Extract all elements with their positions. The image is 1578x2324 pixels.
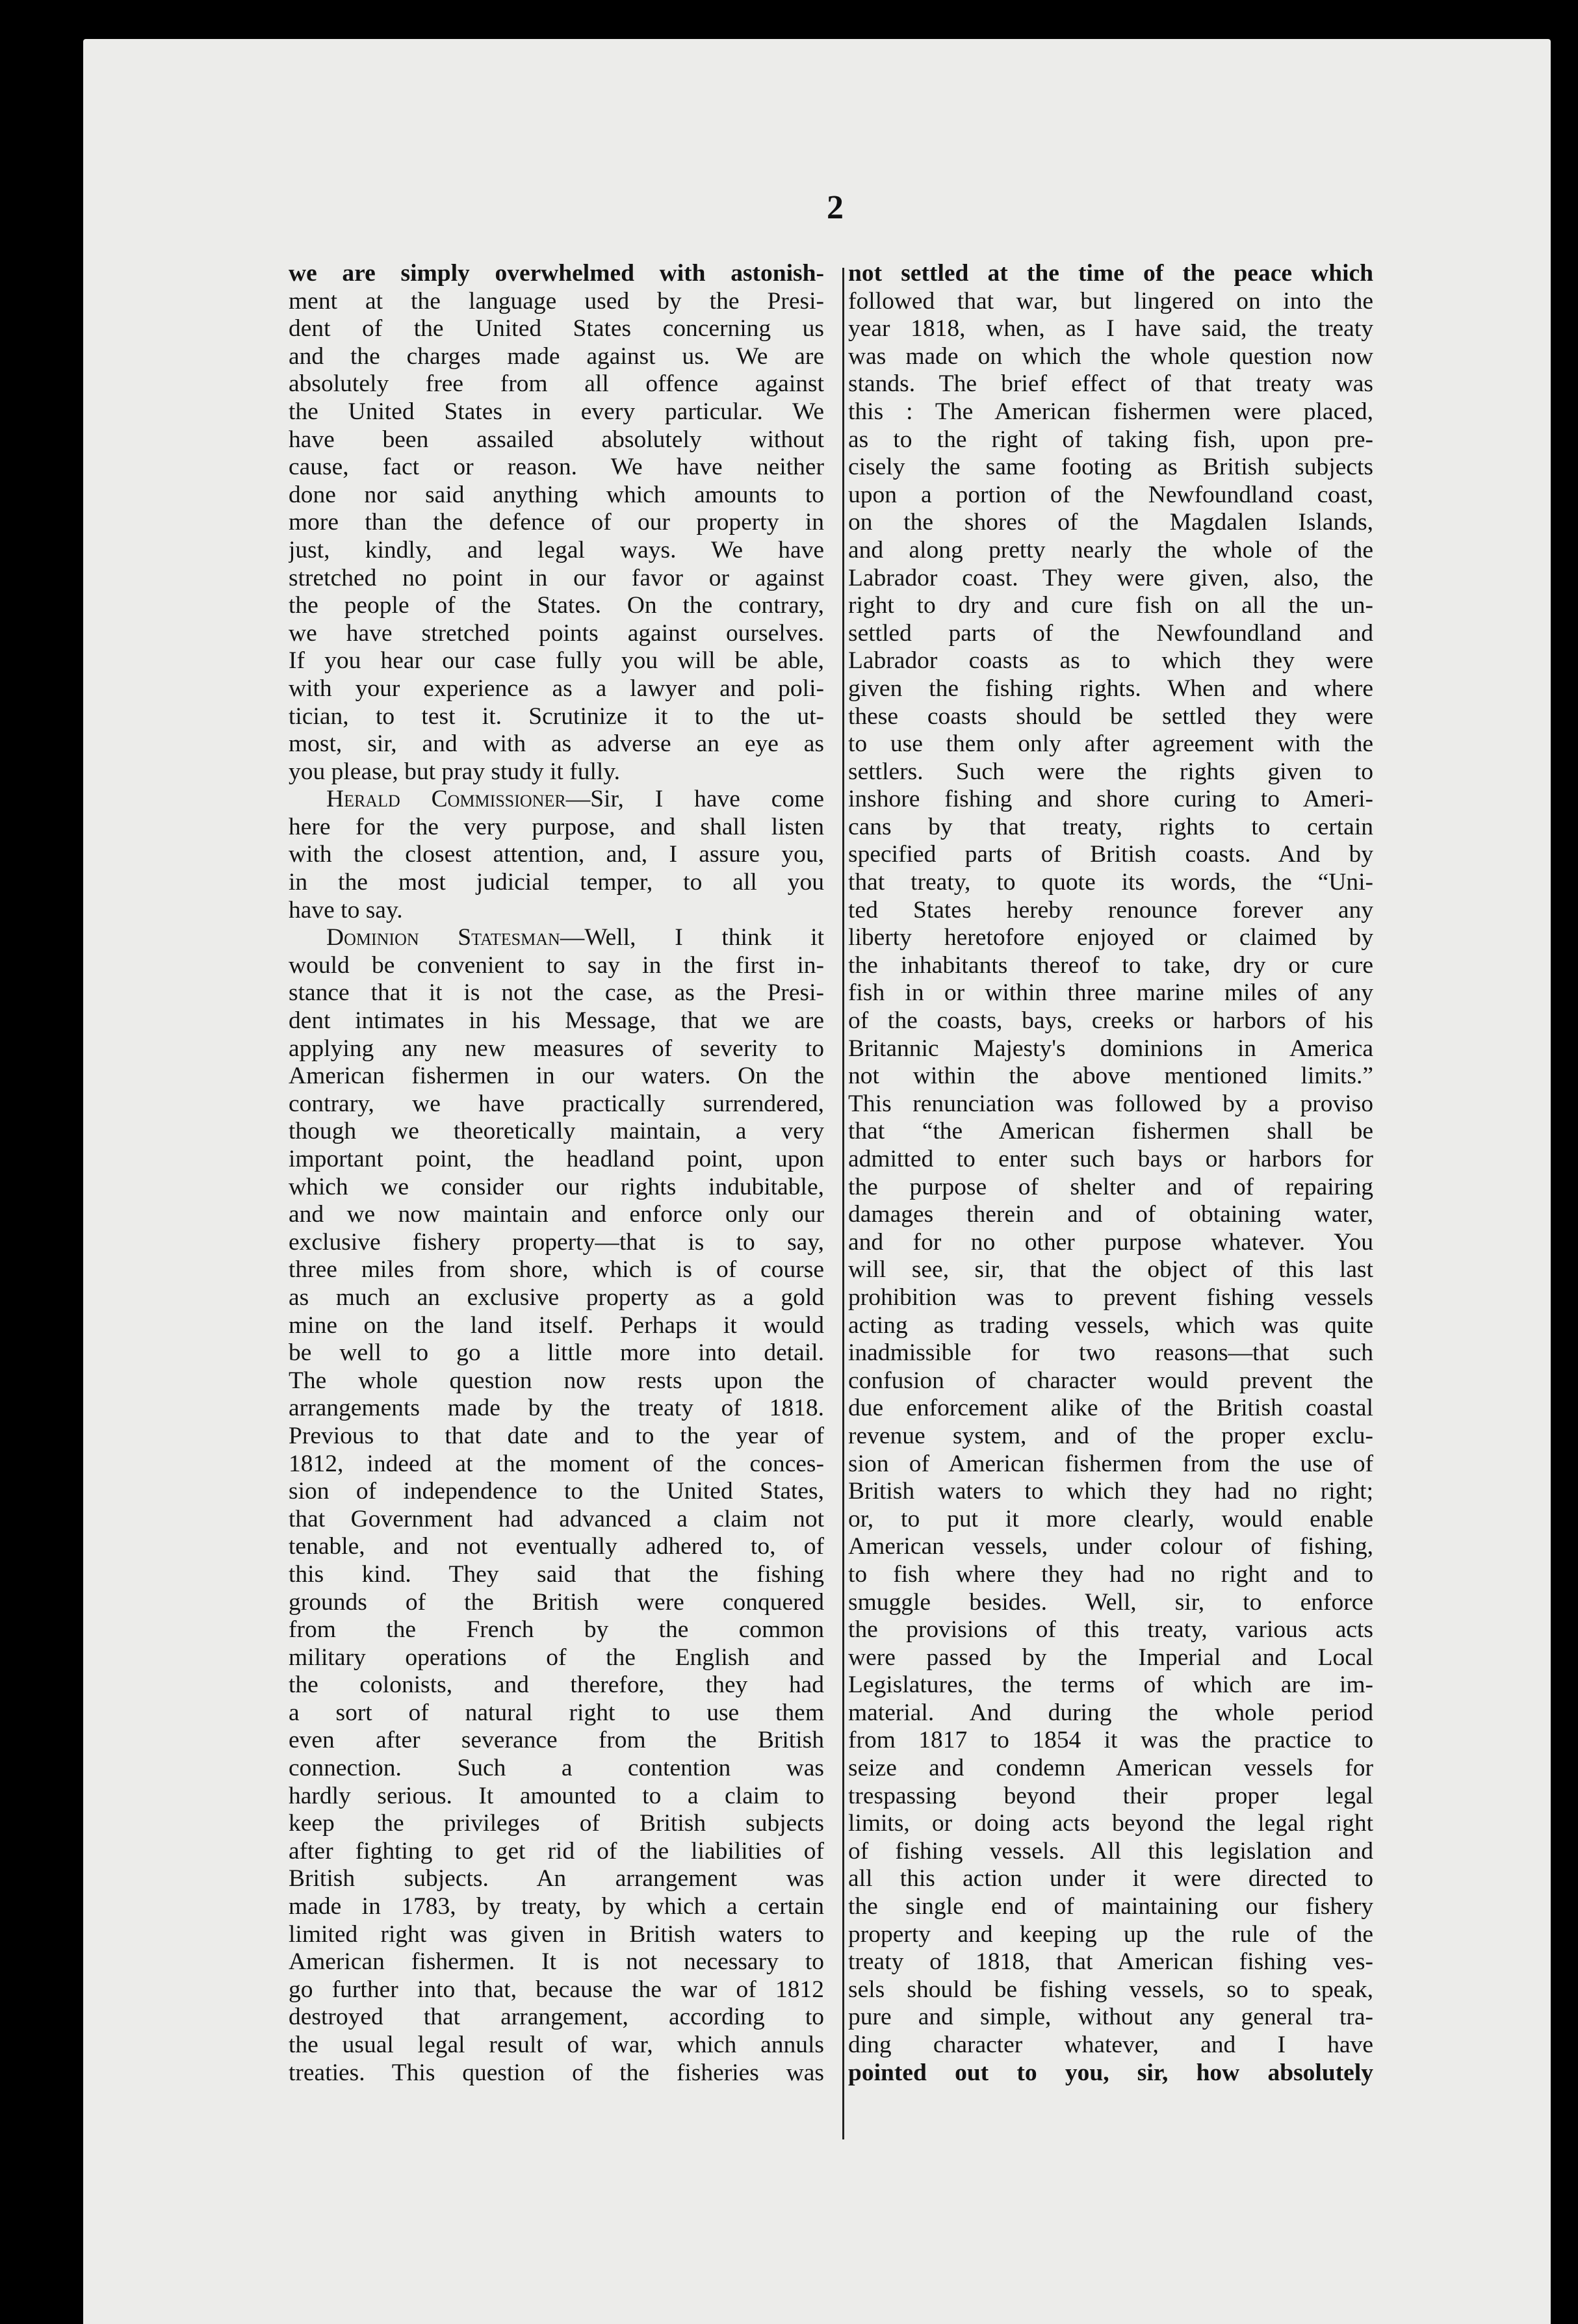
text-line: dent of the United States concerning us	[289, 315, 824, 342]
text-line: specified parts of British coasts. And by	[848, 841, 1373, 868]
text-line: was made on which the whole question now	[848, 342, 1373, 370]
text-line: American vessels, under colour of fishing,	[848, 1533, 1373, 1560]
text-line: and for no other purpose whatever. You	[848, 1228, 1373, 1256]
text-line: with your experience as a lawyer and poli-	[289, 675, 824, 702]
text-line: trespassing beyond their proper legal	[848, 1782, 1373, 1809]
text-line: were passed by the Imperial and Local	[848, 1644, 1373, 1671]
text-line: If you hear our case fully you will be able,	[289, 647, 824, 675]
text-line: would be convenient to say in the first in-	[289, 951, 824, 979]
text-line: sion of independence to the United States,	[289, 1478, 824, 1505]
text-line: the purpose of shelter and of repairing	[848, 1173, 1373, 1200]
text-line: American fishermen in our waters. On the	[289, 1063, 824, 1090]
text-line: treaty of 1818, that American fishing ves-	[848, 1948, 1373, 1976]
text-line: that Government had advanced a claim not	[289, 1505, 824, 1532]
text-line: arrangements made by the treaty of 1818.	[289, 1395, 824, 1422]
text-line: stretched no point in our favor or against	[289, 564, 824, 591]
text-line: liberty heretofore enjoyed or claimed by	[848, 924, 1373, 951]
text-line: ding character whatever, and I have	[848, 2032, 1373, 2058]
text-line: from the French by the common	[289, 1616, 824, 1644]
text-line: you please, but pray study it fully.	[289, 758, 620, 785]
text-line: as to the right of taking fish, upon pre-	[848, 426, 1373, 453]
text-line: acting as trading vessels, which was quite	[848, 1311, 1373, 1339]
text-line: to use them only after agreement with the	[848, 730, 1373, 758]
text-line: given the fishing rights. When and where	[848, 675, 1373, 702]
text-line: be well to go a little more into detail.	[289, 1339, 824, 1367]
text-line: go further into that, because the war of 1812	[289, 1976, 824, 2003]
text-line: exclusive fishery property—that is to say,	[289, 1228, 824, 1256]
text-line: 1812, indeed at the moment of the conces-	[289, 1450, 824, 1477]
text-line: admitted to enter such bays or harbors for	[848, 1146, 1373, 1172]
text-line: stance that it is not the case, as the Presi-	[289, 979, 824, 1007]
text-line: This renunciation was followed by a proviso	[848, 1090, 1373, 1117]
text-line: contrary, we have practically surrendered,	[289, 1090, 824, 1117]
text-line: important point, the headland point, upon	[289, 1146, 824, 1172]
text-line: the usual legal result of war, which annuls	[289, 2032, 824, 2058]
text-line: or, to put it more clearly, would enable	[848, 1505, 1373, 1532]
text-line: more than the defence of our property in	[289, 509, 824, 536]
text-line: prohibition was to prevent fishing vessels	[848, 1284, 1373, 1311]
line-text: —Well, I think it	[560, 924, 824, 951]
text-line: as much an exclusive property as a gold	[289, 1284, 824, 1311]
text-line: and along pretty nearly the whole of the	[848, 536, 1373, 563]
text-line: sion of American fishermen from the use of	[848, 1450, 1373, 1477]
text-line: American fishermen. It is not necessary to	[289, 1948, 824, 1976]
text-line: will see, sir, that the object of this last	[848, 1256, 1373, 1284]
text-line: pure and simple, without any general tra-	[848, 2004, 1373, 2031]
text-line: Britannic Majesty's dominions in America	[848, 1035, 1373, 1062]
text-line: even after severance from the British	[289, 1727, 824, 1754]
text-line: that treaty, to quote its words, the “Uni-	[848, 869, 1373, 896]
text-line: treaties. This question of the fisheries was	[289, 2059, 824, 2086]
text-line: seize and condemn American vessels for	[848, 1755, 1373, 1782]
text-line: of the coasts, bays, creeks or harbors of his	[848, 1007, 1373, 1035]
speaker-name: Dominion Statesman	[326, 924, 560, 951]
text-line: due enforcement alike of the British coastal	[848, 1395, 1373, 1422]
text-line: ment at the language used by the Presi-	[289, 287, 824, 315]
text-line: the United States in every particular. We	[289, 398, 824, 425]
text-line: British subjects. An arrangement was	[289, 1865, 824, 1892]
text-line: tenable, and not eventually adhered to, of	[289, 1533, 824, 1560]
text-line: ted States hereby renounce forever any	[848, 896, 1373, 923]
text-line	[289, 786, 824, 814]
text-line: with the closest attention, and, I assure you,	[289, 841, 824, 868]
text-line: of fishing vessels. All this legislation and	[848, 1837, 1373, 1865]
text-line: which we consider our rights indubitable,	[289, 1173, 824, 1200]
text-line	[289, 924, 824, 952]
text-line: to fish where they had no right and to	[848, 1560, 1373, 1588]
text-line: not settled at the time of the peace which	[848, 260, 1373, 287]
text-line: this : The American fishermen were placed,	[848, 398, 1373, 425]
text-line: Labrador coast. They were given, also, the	[848, 564, 1373, 591]
text-line: military operations of the English and	[289, 1644, 824, 1671]
text-line: limits, or doing acts beyond the legal right	[848, 1810, 1373, 1837]
text-line: on the shores of the Magdalen Islands,	[848, 509, 1373, 536]
text-line: tician, to test it. Scrutinize it to the ut-	[289, 703, 824, 730]
text-line: mine on the land itself. Perhaps it would	[289, 1311, 824, 1339]
text-line: inshore fishing and shore curing to Ameri-	[848, 786, 1373, 813]
text-line: three miles from shore, which is of course	[289, 1256, 824, 1284]
text-line: from 1817 to 1854 it was the practice to	[848, 1727, 1373, 1754]
text-line: all this action under it were directed to	[848, 1865, 1373, 1892]
text-line: right to dry and cure fish on all the un-	[848, 592, 1373, 619]
text-line: British waters to which they had no right;	[848, 1478, 1373, 1505]
text-line: just, kindly, and legal ways. We have	[289, 536, 824, 563]
text-line: Previous to that date and to the year of	[289, 1422, 824, 1449]
text-line: not within the above mentioned limits.”	[848, 1063, 1373, 1090]
text-line: this kind. They said that the fishing	[289, 1560, 824, 1588]
text-line: fish in or within three marine miles of any	[848, 979, 1373, 1007]
text-line: Legislatures, the terms of which are im-	[848, 1672, 1373, 1699]
text-line: have been assailed absolutely without	[289, 426, 824, 453]
text-line: applying any new measures of severity to	[289, 1035, 824, 1062]
text-line: dent intimates in his Message, that we are	[289, 1007, 824, 1035]
text-line: here for the very purpose, and shall listen	[289, 813, 824, 840]
text-line: Labrador coasts as to which they were	[848, 647, 1373, 675]
text-line: these coasts should be settled they were	[848, 703, 1373, 730]
text-line: and the charges made against us. We are	[289, 342, 824, 370]
text-line: settlers. Such were the rights given to	[848, 758, 1373, 785]
text-line: after fighting to get rid of the liabilities of	[289, 1837, 824, 1865]
text-line: have to say.	[289, 896, 403, 923]
text-line: revenue system, and of the proper exclu-	[848, 1422, 1373, 1449]
text-line: year 1818, when, as I have said, the treaty	[848, 315, 1373, 342]
speaker-name: Herald Commissioner	[326, 786, 566, 813]
text-line: the inhabitants thereof to take, dry or cure	[848, 951, 1373, 979]
text-line: followed that war, but lingered on into the	[848, 287, 1373, 315]
text-line: The whole question now rests upon the	[289, 1367, 824, 1394]
text-line: smuggle besides. Well, sir, to enforce	[848, 1588, 1373, 1616]
text-line: in the most judicial temper, to all you	[289, 869, 824, 896]
text-line: absolutely free from all offence against	[289, 370, 824, 398]
line-text: —Sir, I have come	[565, 786, 824, 813]
text-line: most, sir, and with as adverse an eye as	[289, 730, 824, 758]
text-line: upon a portion of the Newfoundland coast,	[848, 481, 1373, 508]
left-column	[289, 260, 824, 2087]
text-line: pointed out to you, sir, how absolutely	[848, 2059, 1373, 2086]
column-divider	[842, 268, 844, 2139]
text-line: we have stretched points against ourselves.	[289, 619, 824, 647]
right-column	[848, 260, 1373, 2087]
text-line: destroyed that arrangement, according to	[289, 2004, 824, 2031]
text-line: connection. Such a contention was	[289, 1755, 824, 1782]
text-line: cause, fact or reason. We have neither	[289, 454, 824, 481]
text-line: the provisions of this treaty, various acts	[848, 1616, 1373, 1644]
text-line: stands. The brief effect of that treaty was	[848, 370, 1373, 398]
text-line: a sort of natural right to use them	[289, 1699, 824, 1726]
text-line: made in 1783, by treaty, by which a certain	[289, 1893, 824, 1920]
text-line: the colonists, and therefore, they had	[289, 1672, 824, 1699]
text-line: we are simply overwhelmed with astonish-	[289, 260, 824, 287]
text-line: cans by that treaty, rights to certain	[848, 813, 1373, 840]
text-line: limited right was given in British waters to	[289, 1920, 824, 1948]
text-line: settled parts of the Newfoundland and	[848, 619, 1373, 647]
text-line: confusion of character would prevent the	[848, 1367, 1373, 1394]
text-line: the single end of maintaining our fishery	[848, 1893, 1373, 1920]
text-line: the people of the States. On the contrary,	[289, 592, 824, 619]
text-line: hardly serious. It amounted to a claim to	[289, 1782, 824, 1809]
text-line: property and keeping up the rule of the	[848, 1920, 1373, 1948]
text-line: material. And during the whole period	[848, 1699, 1373, 1726]
text-line: done nor said anything which amounts to	[289, 481, 824, 508]
text-line: that “the American fishermen shall be	[848, 1118, 1373, 1145]
text-line: grounds of the British were conquered	[289, 1588, 824, 1616]
text-line: sels should be fishing vessels, so to speak,	[848, 1976, 1373, 2003]
text-line: cisely the same footing as British subjects	[848, 454, 1373, 481]
text-line: though we theoretically maintain, a very	[289, 1118, 824, 1145]
text-line: inadmissible for two reasons—that such	[848, 1339, 1373, 1367]
text-line: keep the privileges of British subjects	[289, 1810, 824, 1837]
text-line: and we now maintain and enforce only our	[289, 1201, 824, 1228]
page-number: 2	[827, 189, 844, 226]
text-line: damages therein and of obtaining water,	[848, 1201, 1373, 1228]
